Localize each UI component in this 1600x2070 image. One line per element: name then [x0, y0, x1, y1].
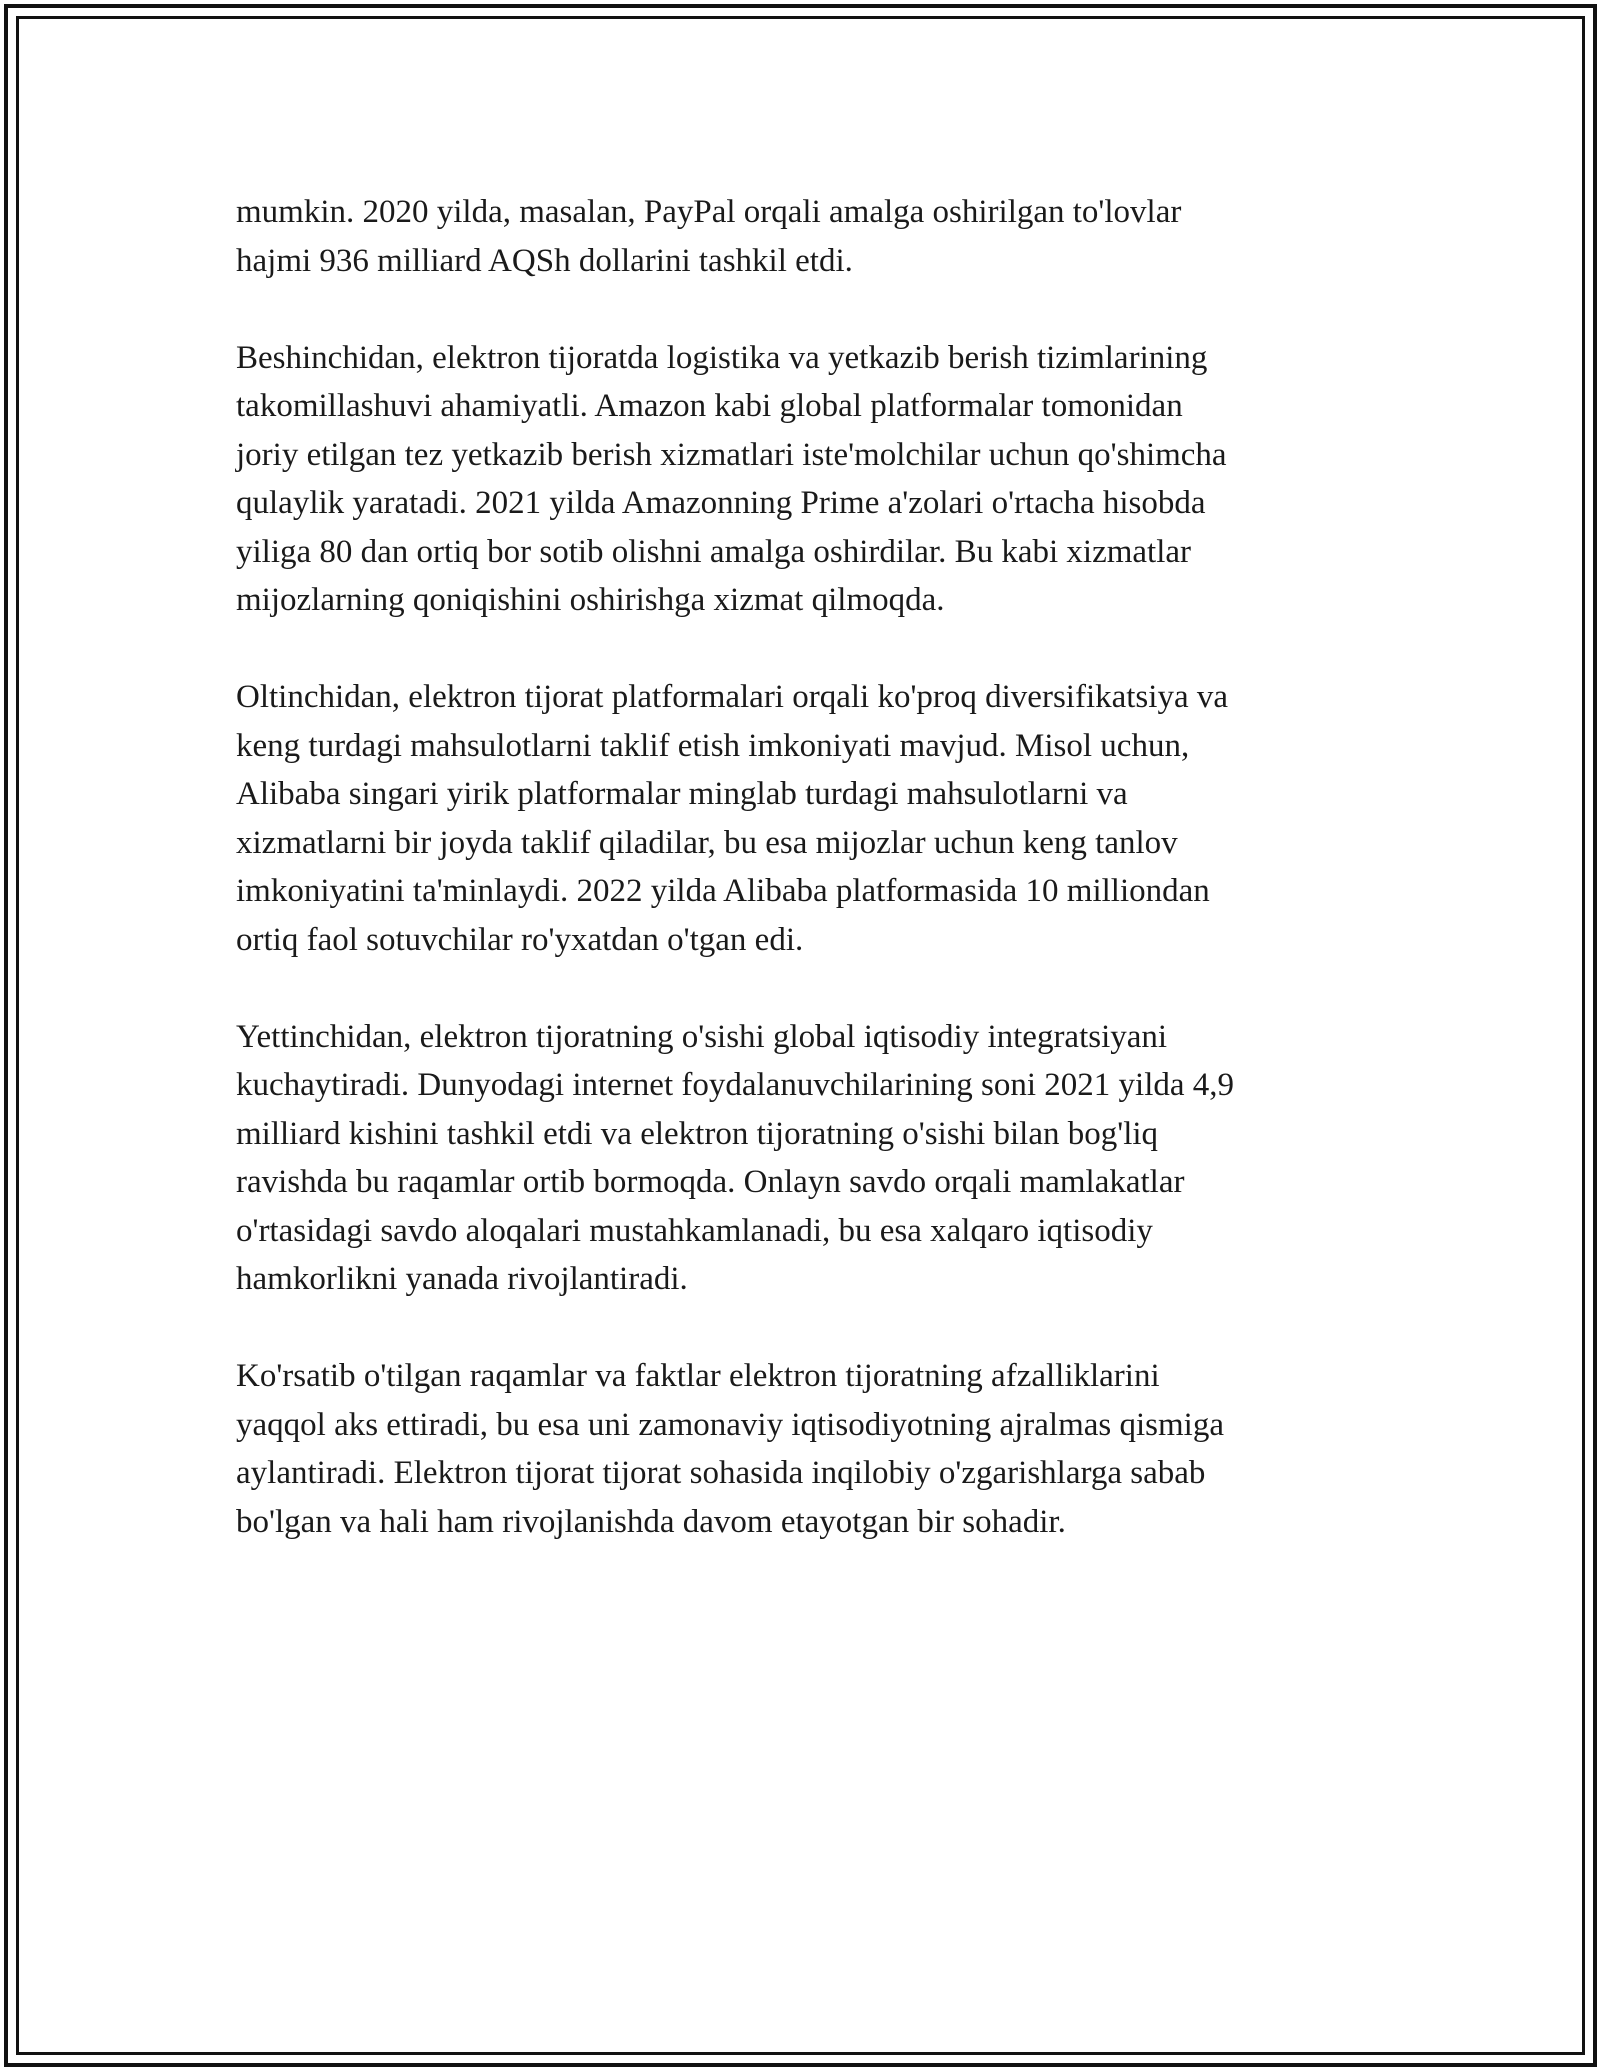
- paragraph-2: Beshinchidan, elektron tijoratda logistika va yetkazib berish tizimlarining takomillashuvi ahamiyatli. Amazon kabi global platformalar tomonidan joriy etilgan tez yetkazib berish xizmatlari iste'molchilar uchun qo'shimcha qulaylik yaratadi. 2021 yilda Amazonning Prime a'zolari o'rtacha hisobda yiliga 80 dan ortiq bor sotib olishni amalga oshirdilar. Bu kabi xizmatlar mijozlarning qoniqishini oshirishga xizmat qilmoqda.: [236, 339, 1227, 618]
- paragraph-1: mumkin. 2020 yilda, masalan, PayPal orqali amalga oshirilgan to'lovlar hajmi 936 milliard AQSh dollarini tashkil etdi.: [236, 194, 1182, 279]
- paragraph-4: Yettinchidan, elektron tijoratning o'sishi global iqtisodiy integratsiyani kuchaytiradi. Dunyodagi internet foydalanuvchilarining soni 2021 yilda 4,9 milliard kishini tashkil etdi va elektron tijoratning o'sishi bilan bog'liq ravishda bu raqamlar ortib bormoqda. Onlayn savdo orqali mamlakatlar o'rtasidagi savdo aloqalari mustahkamlanadi, bu esa xalqaro iqtisodiy hamkorlikni yanada rivojlantiradi.: [236, 1018, 1235, 1297]
- paragraph-3: Oltinchidan, elektron tijorat platformalari orqali ko'proq diversifikatsiya va keng turdagi mahsulotlarni taklif etish imkoniyati mavjud. Misol uchun, Alibaba singari yirik platformalar minglab turdagi mahsulotlarni va xizmatlarni bir joyda taklif qiladilar, bu esa mijozlar uchun keng tanlov imkoniyatini ta'minlaydi. 2022 yilda Alibaba platformasida 10 milliondan ortiq faol sotuvchilar ro'yxatdan o'tgan edi.: [236, 679, 1228, 958]
- document-body: [236, 188, 1356, 1595]
- paragraph-5: Ko'rsatib o'tilgan raqamlar va faktlar elektron tijoratning afzalliklarini yaqqol aks ettiradi, bu esa uni zamonaviy iqtisodiyotning ajralmas qismiga aylantiradi. Elektron tijorat tijorat sohasida inqilobiy o'zgarishlarga sabab bo'lgan va hali ham rivojlanishda davom etayotgan bir sohadir.: [236, 1358, 1224, 1540]
